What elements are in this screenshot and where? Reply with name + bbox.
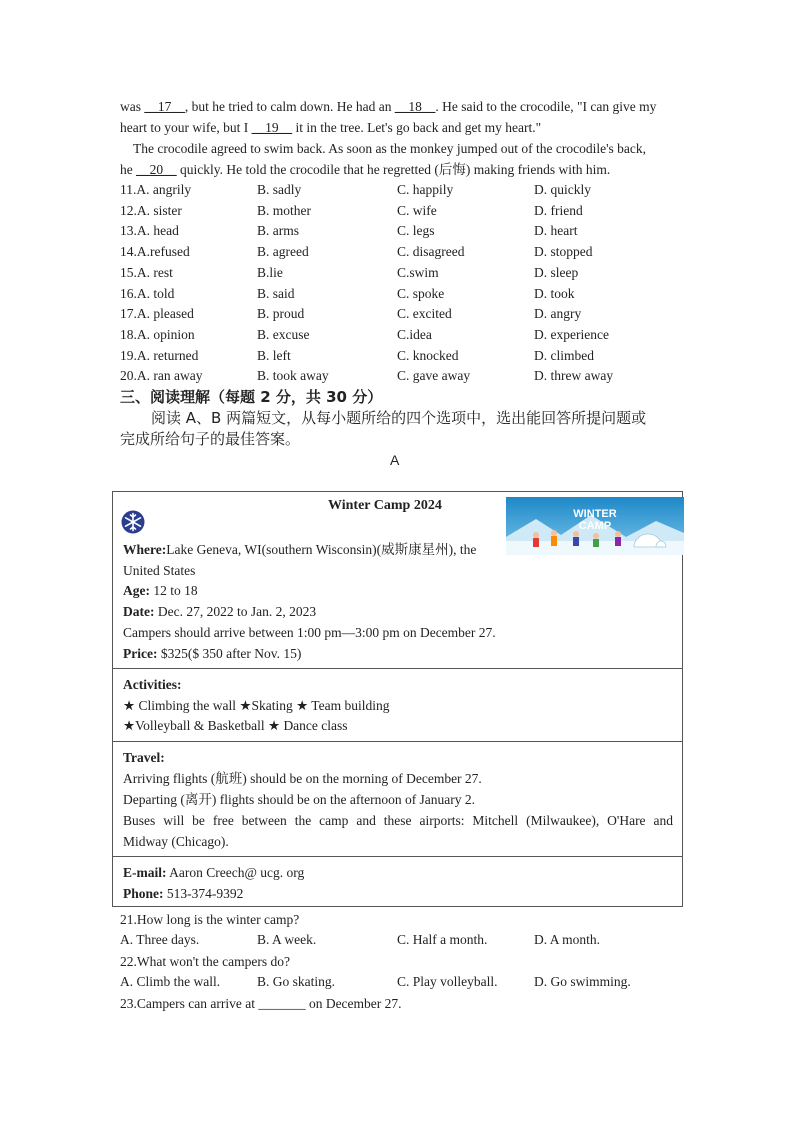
- option-d: D. took: [534, 285, 575, 301]
- activities-label: Activities:: [123, 677, 182, 692]
- option-d: D. sleep: [534, 264, 579, 280]
- option-row: [120, 304, 676, 325]
- date-line: Date: Dec. 27, 2022 to Jan. 2, 2023: [123, 604, 317, 619]
- option-d: D. quickly: [534, 182, 591, 197]
- option-row: [120, 221, 676, 242]
- option-d: D. angry: [534, 306, 582, 322]
- option-b: B. sadly: [257, 182, 302, 197]
- option-b: B. said: [257, 285, 295, 301]
- blank-20: __20__: [136, 162, 177, 177]
- travel-line-1: Arriving flights (航班) should be on the morning of December 27.: [123, 771, 482, 786]
- section-heading: 三、阅读理解（每题 2 分，共 30 分）: [120, 388, 383, 406]
- option-a: 15.A. rest: [120, 264, 173, 280]
- snowflake-icon: [121, 510, 145, 534]
- option-row: [120, 180, 676, 201]
- where-line: Where:Lake Geneva, WI(southern Wisconsin)(威斯康星州), the: [123, 542, 477, 557]
- option-a: 12.A. sister: [120, 202, 182, 218]
- q22-option-c: C. Play volleyball.: [397, 974, 498, 989]
- passage-label: A: [390, 452, 400, 468]
- option-a: 18.A. opinion: [120, 326, 195, 342]
- option-b: B.lie: [257, 264, 283, 280]
- story-line-2: heart to your wife, but I __19__ it in the tree. Let's go back and get my heart.": [120, 120, 542, 135]
- option-c: C. wife: [397, 202, 437, 218]
- option-row: [120, 346, 676, 367]
- option-c: C.idea: [397, 326, 432, 342]
- option-a: 17.A. pleased: [120, 306, 194, 322]
- activities-line-1: ★ Climbing the wall ★Skating ★ Team building: [123, 698, 390, 713]
- blank-18: __18__: [394, 99, 436, 114]
- option-d: D. climbed: [534, 347, 594, 363]
- option-c: C. knocked: [397, 347, 459, 363]
- instruction-line-1: 阅读 A、B 两篇短文，从每小题所给的四个选项中，选出能回答所提问题或: [151, 409, 647, 427]
- option-b: B. left: [257, 347, 291, 363]
- age-line: Age: 12 to 18: [123, 583, 198, 598]
- where-line-2: United States: [123, 563, 196, 578]
- price-line: Price: $325($ 350 after Nov. 15): [123, 646, 302, 661]
- option-b: B. agreed: [257, 244, 309, 260]
- option-d: D. friend: [534, 202, 583, 218]
- option-a: 14.A.refused: [120, 244, 190, 260]
- phone-line: Phone: 513-374-9392: [123, 886, 244, 901]
- q22-option-d: D. Go swimming.: [534, 974, 631, 989]
- activities-line-2: ★Volleyball & Basketball ★ Dance class: [123, 718, 348, 733]
- question-21-options: [120, 930, 676, 951]
- option-d: D. threw away: [534, 368, 614, 384]
- card-title: Winter Camp 2024: [328, 498, 442, 513]
- q21-option-b: B. A week.: [257, 932, 317, 947]
- question-22-options: [120, 972, 676, 993]
- question-22: 22.What won't the campers do?: [120, 954, 291, 969]
- banner-text-winter: WINTER: [573, 508, 617, 520]
- question-23: 23.Campers can arrive at _______ on December 27.: [120, 996, 402, 1011]
- banner-text-camp: CAMP: [578, 520, 612, 532]
- option-d: D. heart: [534, 223, 578, 239]
- option-row: [120, 325, 676, 346]
- arrive-line: Campers should arrive between 1:00 pm—3:00 pm on December 27.: [123, 625, 496, 640]
- q22-option-a: A. Climb the wall.: [120, 974, 221, 989]
- question-21: 21.How long is the winter camp?: [120, 912, 300, 927]
- option-a: 13.A. head: [120, 223, 179, 239]
- option-row: [120, 366, 676, 387]
- option-b: B. took away: [257, 368, 329, 384]
- option-a: 20.A. ran away: [120, 368, 203, 384]
- option-row: [120, 242, 676, 263]
- email-line: E-mail: Aaron Creech@ ucg. org: [123, 865, 305, 880]
- q21-option-c: C. Half a month.: [397, 932, 488, 947]
- option-b: B. arms: [257, 223, 299, 239]
- option-c: C.swim: [397, 264, 439, 280]
- instruction-line-2: 完成所给句子的最佳答案。: [120, 430, 301, 448]
- story-line-4: he __20__ quickly. He told the crocodile that he regretted (后悔) making friends with him.: [120, 162, 611, 177]
- blank-19: __19__: [251, 120, 293, 135]
- story-line-1: was __17__, but he tried to calm down. He had an __18__. He said to the crocodile, "I can give my: [120, 99, 657, 114]
- option-row: [120, 263, 676, 284]
- option-c: C. excited: [397, 306, 452, 322]
- q21-option-d: D. A month.: [534, 932, 601, 947]
- option-row: [120, 201, 676, 222]
- divider: [113, 741, 682, 742]
- travel-label: Travel:: [123, 750, 165, 765]
- travel-line-2: Departing (离开) flights should be on the afternoon of January 2.: [123, 792, 476, 807]
- option-c: C. happily: [397, 182, 454, 197]
- option-a: 11.A. angrily: [120, 182, 192, 197]
- divider: [113, 856, 682, 857]
- blank-17: __17__: [144, 99, 185, 114]
- winter-camp-card: [112, 491, 683, 907]
- option-c: C. legs: [397, 223, 435, 239]
- q21-option-a: A. Three days.: [120, 932, 200, 947]
- divider: [113, 668, 682, 669]
- travel-line-4: Midway (Chicago).: [123, 834, 229, 849]
- q22-option-b: B. Go skating.: [257, 974, 336, 989]
- option-c: C. gave away: [397, 368, 471, 384]
- option-d: D. experience: [534, 326, 609, 342]
- winter-camp-banner-image: [506, 497, 684, 555]
- option-a: 19.A. returned: [120, 347, 199, 363]
- option-b: B. mother: [257, 202, 311, 218]
- option-c: C. spoke: [397, 285, 445, 301]
- story-line-3: The crocodile agreed to swim back. As soon as the monkey jumped out of the crocodile's back,: [133, 141, 647, 156]
- travel-line-3: Buses will be free between the camp and these airports: Mitchell (Milwaukee), O'Hare and: [123, 813, 673, 828]
- option-row: [120, 284, 676, 305]
- option-a: 16.A. told: [120, 285, 175, 301]
- option-b: B. proud: [257, 306, 305, 322]
- option-c: C. disagreed: [397, 244, 465, 260]
- option-b: B. excuse: [257, 326, 310, 342]
- option-d: D. stopped: [534, 244, 593, 260]
